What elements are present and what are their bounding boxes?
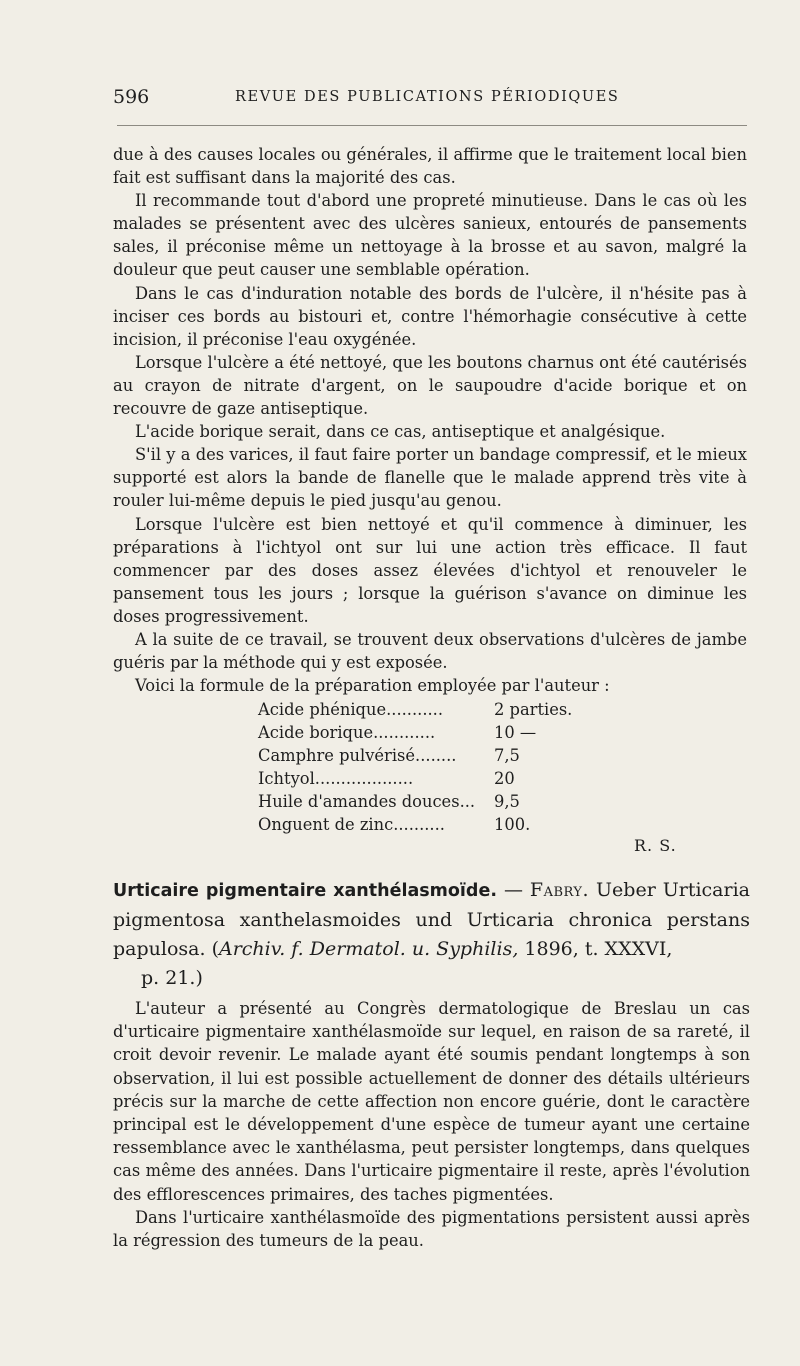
- paragraph: Il recommande tout d'abord une propreté minutieuse. Dans le cas où les malades se présentent avec des ulcères sanieux, entourés de pansements sales, il préconise même un nettoyage à la brosse et au savon, malgré la douleur que peut causer une semblable opération.: [113, 191, 747, 280]
- ingredient-quantity: 2 parties.: [494, 700, 573, 719]
- formula-row: [258, 721, 614, 744]
- paragraph: due à des causes locales ou générales, il affirme que le traitement local bien fait est suffisant dans la majorité des cas.: [113, 145, 747, 188]
- ingredient-quantity: 9,5: [494, 792, 520, 812]
- ingredient-quantity: 100.: [494, 815, 531, 835]
- paragraph: Dans le cas d'induration notable des bords de l'ulcère, il n'hésite pas à inciser ces bords au bistouri et, contre l'hémorhagie consécutive à cette incision, il préconise l'eau oxygénée.: [113, 283, 747, 349]
- paragraph: Dans l'urticaire xanthélasmoïde des pigmentations persistent aussi après la régression des tumeurs de la peau.: [113, 1207, 750, 1251]
- running-title: REVUE DES PUBLICATIONS PÉRIODIQUES: [235, 89, 620, 105]
- paragraph: L'acide borique serait, dans ce cas, antiseptique et analgésique.: [135, 422, 666, 442]
- dot-leader: ...: [459, 792, 476, 812]
- dot-leader: ..........: [393, 815, 445, 835]
- article-heading: [113, 876, 750, 993]
- formula-row: [258, 813, 614, 836]
- journal-name: Archiv. f. Dermatol. u. Syphilis,: [218, 938, 519, 960]
- page-header: [113, 86, 748, 116]
- formula-row: [258, 767, 614, 790]
- ingredient-name: Camphre pulvérisé: [258, 746, 416, 766]
- ingredient-quantity: 20: [494, 769, 515, 789]
- article-author: Fabry.: [529, 879, 590, 901]
- dot-leader: ...................: [314, 769, 414, 789]
- ingredient-name: Acide borique: [258, 723, 374, 743]
- title-dash: —: [496, 879, 530, 901]
- dot-leader: ........: [415, 746, 457, 766]
- paragraph: Lorsque l'ulcère a été nettoyé, que les boutons charnus ont été cautérisés au crayon de nitrate d'argent, on le saupoudre d'acide borique et on recouvre de gaze antiseptique.: [113, 352, 747, 419]
- paragraph: Lorsque l'ulcère est bien nettoyé et qu'il commence à diminuer, les préparations à l'ichtyol ont sur lui une action très efficace. Il faut commencer par des doses assez élevées d'ichtyol et renouveler le pansement tous les jours ; lorsque la guérison s'avance on diminue les doses progressivement.: [113, 514, 747, 626]
- formula-row: [258, 744, 614, 767]
- reference-text: Ueber Urticaria pigmentosa xanthelasmoides und Urticaria chronica perstans papulosa. (: [113, 879, 750, 960]
- paragraph: Voici la formule de la préparation employée par l'auteur :: [135, 676, 610, 696]
- page-number: 596: [113, 86, 150, 108]
- ingredient-quantity: 7,5: [494, 746, 520, 766]
- reviewer-initials: R. S.: [634, 836, 677, 855]
- article-title: Urticaire pigmentaire xanthélasmoïde.: [113, 881, 497, 901]
- reference-page: p. 21.): [141, 967, 203, 989]
- formula-row: [258, 790, 614, 813]
- paragraph: L'auteur a présenté au Congrès dermatologique de Breslau un cas d'urticaire pigmentaire xanthélasmoïde sur lequel, en raison de sa rareté, il croit devoir revenir. Le malade ayant été soumis pendant longtemps à son observation, il lui est possible actuellement de donner des détails ultérieurs précis sur la marche de cette affection non encore guérie, dont le caractère principal est le développement d'une espèce de tumeur ayant une certaine ressemblance avec le xanthélasma, peut persister longtemps, dans quelques cas même des années. Dans l'urticaire pigmentaire il reste, après l'évolution des efflorescences primaires, des taches pigmentées.: [113, 999, 750, 1204]
- previous-article-body: [113, 143, 747, 697]
- ingredient-name: Huile d'amandes douces: [258, 792, 460, 812]
- article-body: [113, 997, 750, 1252]
- ingredient-name: Ichtyol: [258, 769, 315, 789]
- ingredient-name: Acide phénique: [258, 700, 387, 719]
- header-rule: [117, 125, 747, 126]
- ingredient-name: Onguent de zinc: [258, 815, 394, 835]
- paragraph: S'il y a des varices, il faut faire porter un bandage compressif, et le mieux supporté est alors la bande de flanelle que le malade apprend très vite à rouler lui-même depuis le pied jusqu'au genou.: [113, 445, 747, 511]
- dot-leader: ............: [373, 723, 436, 743]
- ingredient-quantity: 10 —: [494, 723, 537, 743]
- paragraph: A la suite de ce travail, se trouvent deux observations d'ulcères de jambe guéris par la méthode qui y est exposée.: [113, 629, 747, 673]
- formula-row: [258, 698, 614, 721]
- reference-volume: 1896, t. XXXVI,: [518, 938, 673, 960]
- formula-table: [258, 698, 614, 837]
- dot-leader: ...........: [386, 700, 444, 719]
